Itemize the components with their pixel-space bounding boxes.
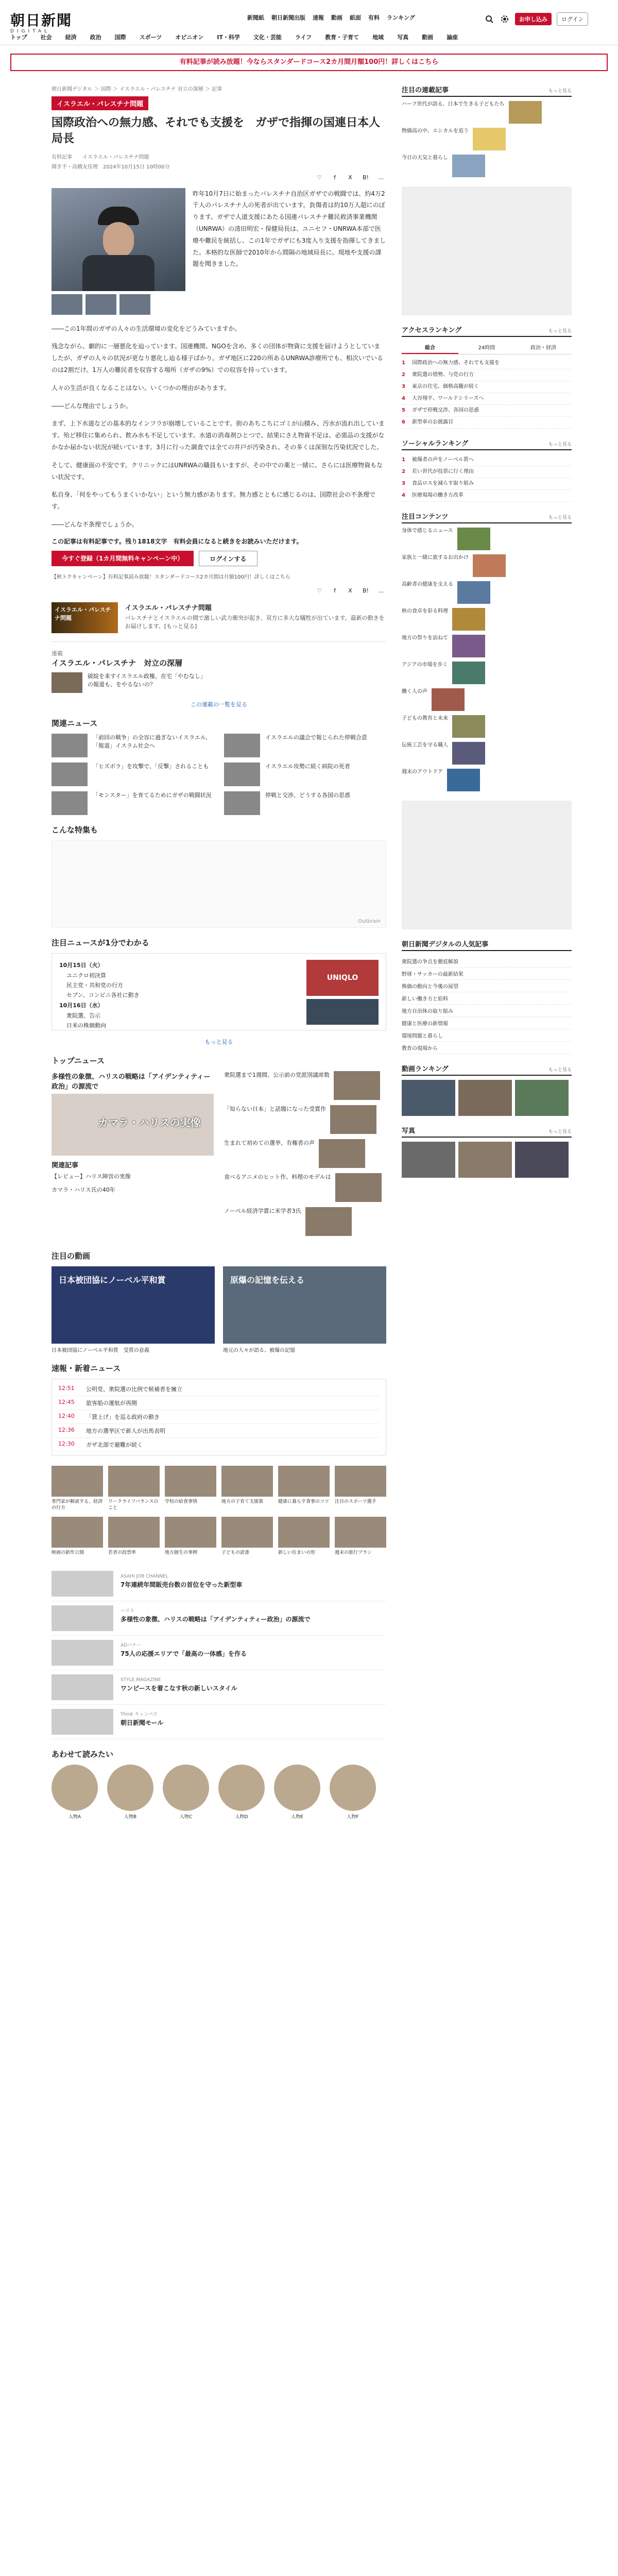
today-image[interactable] [306,999,379,1025]
topic-promo-image: イスラエル・パレスチナ問題 [52,602,118,633]
related-item[interactable]: イスラエルの議会で報じられた停戦合意 [224,734,386,757]
sidebar-featured: 注目の連載記事 もっと見る ハーフ世代が語る、日本で生きる子どもたち 物価高の中、エシカルを追う 今日の天気と暮らし [402,84,572,177]
top-nav-item[interactable]: 紙面 [350,14,361,21]
sidebar-video: 動画ランキング もっと見る [402,1063,572,1116]
video-title: 動画ランキング [402,1065,449,1073]
section-nav-item[interactable]: 経済 [65,34,77,41]
social-title: ソーシャルランキング [402,440,469,448]
flash-row[interactable]: 12:45 旅客船の運航が再開 [58,1396,380,1410]
section-nav [10,33,458,41]
like-icon[interactable]: ♡ [317,587,322,594]
topic-promo-title: イスラエル・パレスチナ問題 [125,604,212,612]
ranking-row[interactable]: 4 大谷翔平、ワールドシリーズへ [402,393,572,405]
social-row[interactable]: 1 被爆者の声をノーベル賞へ [402,454,572,466]
series-thumbnail [52,672,82,693]
photo-thumb[interactable] [402,1142,455,1178]
top-nav-item[interactable]: 動画 [331,14,342,21]
people-title: あわせて読みたい [52,1749,114,1759]
logo-sub: DIGITAL [10,29,50,34]
article-paragraph: 人々の生活が良くなることはない。いくつかの理由があります。 [52,384,231,392]
video-strip [402,1080,572,1116]
series-item[interactable] [52,672,386,693]
ranking-tab[interactable]: 総合 [402,341,458,354]
pick-item[interactable]: 高齢者の健康を支える [402,581,572,604]
section-nav-item[interactable]: 社会 [40,34,52,41]
pick-item[interactable]: 秋の食卓を彩る料理 [402,608,572,631]
login-button[interactable]: ログイン [557,12,588,26]
login-now-button[interactable]: ログインする [199,551,257,566]
related-title: 関連ニュース [52,718,98,728]
photo-thumb[interactable] [515,1142,569,1178]
related-grid [52,734,386,815]
site-header [0,0,618,45]
top-nav-item[interactable]: ランキング [387,14,415,21]
top-news-item[interactable]: 「知らない日本」と話題になった受賞作 [224,1105,386,1134]
today-date: 10月16日（水） [59,1002,104,1009]
like-icon[interactable]: ♡ [317,174,322,181]
sidebar-link[interactable]: 環境問題と暮らし [402,1029,572,1042]
related-item[interactable]: 停戦と交渉、どうする各国の思惑 [224,791,386,815]
promo-item[interactable]: ハリス 多様性の象徴、ハリスの戦略は「アイデンティティー政治」の源流で [52,1601,386,1636]
today-item[interactable]: セブン、コンビニ各社に動き [66,991,140,998]
sidebar-link[interactable]: 健康と医療の新情報 [402,1017,572,1029]
top-related-title: 関連記事 [52,1161,79,1170]
topic-promo[interactable] [52,602,386,633]
sidebar-featured-item[interactable]: 物価高の中、エシカルを追う [402,128,572,150]
campaign-link[interactable]: 【秋トクキャンペーン】有料記事読み放題！スタンダードコース2カ月間は月額100円！詳しくはこちら [52,574,290,580]
flash-row[interactable]: 12:51 公明党、衆院選の比例で候補者を擁立 [58,1382,380,1396]
today-item[interactable]: 日米の株価動向 [66,1022,106,1029]
section-nav-item[interactable]: 国際 [114,34,126,41]
header-actions [484,12,588,26]
social-row[interactable]: 3 食品ロスを減らす取り組み [402,478,572,490]
logo-main: 朝日新聞 [10,12,73,29]
sidebar-social: ソーシャルランキング もっと見る 1 被爆者の声をノーベル賞へ 2 若い世代が投票に行く理由 3 食品ロスを減らす取り組み 4 医療現場の働き方改革 [402,438,572,502]
photo-thumbnail[interactable] [85,294,116,315]
section-nav-item[interactable]: ライフ [295,34,312,41]
sidebar-links [402,939,572,1054]
social-row[interactable]: 4 医療現場の働き方改革 [402,490,572,502]
today-date: 10月15日（火） [59,961,104,969]
links-title: 朝日新聞デジタルの人気記事 [402,941,489,948]
hatena-icon[interactable]: B! [363,587,369,594]
top-related-item[interactable]: カマラ・ハリス氏の40年 [52,1186,115,1193]
photo-thumbnail[interactable] [52,294,82,315]
related-item[interactable]: 「前回の戦争」の全容に過ぎないイスラエル、「報道」イスラム社会へ [52,734,214,757]
top-nav-item[interactable]: 朝日新聞出版 [271,14,305,21]
flash-list [52,1379,386,1455]
pick-item[interactable]: 伝統工芸を守る職人 [402,742,572,765]
top-nav [247,13,415,22]
today-item[interactable]: ユニクロ初決算 [66,972,106,979]
promo-item[interactable]: ASAHI JOB CHANNEL 7年連続年間販売台数の首位を守った新型車 [52,1567,386,1601]
share-bar [52,174,386,181]
promo-item[interactable]: Think キャンパス 朝日新聞モール [52,1705,386,1739]
featured-title: 注目の動画 [52,1251,91,1261]
also-title: こんな特集も [52,825,98,835]
today-more-link[interactable]: もっと見る [204,1038,233,1045]
ranking-row[interactable]: 3 東京の住宅、価格高騰が続く [402,381,572,393]
ranking-row[interactable]: 6 新型車のお披露目 [402,417,572,429]
article-tags: 有料記事 イスラエル・パレスチナ問題 [52,154,149,160]
outbrain-ad[interactable] [52,840,386,928]
person-card[interactable]: 人物B [107,1765,153,1820]
sidebar-featured-title: 注目の連載記事 [402,87,449,94]
ranking-row[interactable]: 2 衆院選の情勢、与党の行方 [402,369,572,381]
grid-item[interactable]: 新しい住まいの形 [278,1517,330,1556]
outbrain-label: Outbrain [358,918,381,924]
article-lead-block [52,188,386,315]
grid-item[interactable]: 子どもの読書 [221,1517,273,1556]
today-box [52,953,386,1030]
top-nav-item[interactable]: 新聞紙 [247,14,264,21]
featured-card[interactable]: 原爆の記憶を伝える 地元の人々が語る、被爆の記憶 [223,1266,386,1353]
article-lead: 昨年10月7日に始まったパレスチナ自治区ガザでの戦闘では、約4万2千人のパレスチナ人の死者が出ています。負傷者は約10万人超にのぼります。ガザで人道支援にあたる国連パレスチナ難民救済事業機関（UNRWA）の清田明宏・保健局長は、ユニセフ・UNRWA本部で医療や難民を統括し、この1年でガザにも3度入り支援を指揮してきました。本格的な医師で2010年から間隔の地域局長に。現地や支援の課題を聞きました。 [193,190,386,268]
ranking-row[interactable]: 1 国際政治への無力感、それでも支援を [402,358,572,369]
sidebar-link[interactable]: 衆院選の争点を徹底解説 [402,955,572,968]
pick-item[interactable]: 家族と一緒に旅するお出かけ [402,554,572,577]
pick-item[interactable]: 週末のアウトドア [402,769,572,791]
social-row[interactable]: 2 若い世代が投票に行く理由 [402,466,572,478]
article-paragraph: そして、健康面の不安です。クリニックにはUNRWAの職員もいますが、その中での薬と一緒に、さらには医療物資もない状況です。 [52,461,383,481]
top-news-item[interactable]: 生まれて初めての選挙、有権者の声 [224,1139,386,1168]
person-card[interactable]: 人物E [274,1765,320,1820]
share-bar-bottom [52,587,386,594]
today-image[interactable]: UNIQLO [306,960,379,996]
video-thumb[interactable] [402,1080,455,1116]
article-photo[interactable] [52,188,185,291]
main-column [52,84,386,1820]
breadcrumb[interactable]: 朝日新聞デジタル ＞ 国際 ＞ イスラエル・パレスチナ 対立の深層 ＞ 記事 [52,87,222,92]
series-title[interactable]: イスラエル・パレスチナ 対立の深層 [52,658,183,668]
article-paragraph: 残念ながら、劇的に一層悪化を辿っています。国連機関、NGOを含め、多くの団体が物資に支援を届けようとしていましたが、ガザの人々の状況が更なり悪化し辿る様子ばかり。ガザ地区に220の所あるUNRWA診療所でも、相次いでいるのは2割だけ。1万人の難民者を収容する場所（ガザの9%）での収容を持っています。 [52,343,383,374]
pick-item[interactable]: 地方の祭りを訪ねて [402,635,572,657]
sidebar-ad[interactable] [402,801,572,929]
article-paragraph: ――どんな理由でしょうか。 [52,402,132,410]
person-card[interactable]: 人物C [163,1765,209,1820]
sidebar-link[interactable]: 地方自治体の取り組み [402,1005,572,1017]
ranking-tab[interactable]: 政治・経済 [530,345,556,351]
promo-list [52,1567,386,1739]
today-item[interactable]: 民主党・共和党の行方 [66,981,123,989]
sidebar-link[interactable]: 新しい働き方と給料 [402,992,572,1005]
more-icon[interactable]: … [378,174,384,181]
photo-thumbnails [52,294,185,315]
article-byline: 聞き手・高橋友佳理 2024年10月15日 10時00分 [52,164,170,170]
flash-row[interactable]: 12:30 ガザ北部で避難が続く [58,1438,380,1452]
topic-tag[interactable]: イスラエル・パレスチナ問題 [52,96,148,110]
site-logo[interactable] [10,9,72,33]
facebook-icon[interactable]: f [334,587,336,594]
sidebar [402,84,572,1187]
photo-thumb[interactable] [458,1142,512,1178]
top-feature-image[interactable]: カマラ・ハリスの実像 [52,1094,214,1156]
series-list-link[interactable]: この連載の一覧を見る [191,701,247,708]
ranking-tab[interactable]: 24時間 [478,345,495,351]
top-news-item[interactable]: 食べるアニメのヒット作、料理のモデルは [224,1173,386,1202]
series-label: 連載 [52,650,63,657]
person-card[interactable]: 人物A [52,1765,98,1820]
today-item[interactable]: 衆院選、告示 [66,1012,100,1019]
subscribe-button[interactable]: お申し込み [515,13,552,25]
section-nav-item[interactable]: 地域 [372,34,384,41]
sidebar-ad[interactable] [402,187,572,315]
sidebar-link[interactable]: 教育の現場から [402,1042,572,1054]
paywall-actions [52,551,386,566]
section-nav-item[interactable]: スポーツ [139,34,162,41]
section-nav-item[interactable]: トップ [10,34,27,41]
top-related-item[interactable]: 【レビュー】ハリス陣営の実像 [52,1173,131,1180]
featured-grid [52,1266,386,1353]
top-news [52,1071,386,1241]
promo-item[interactable]: ADバナー 75人の応援エリアで「最高の一体感」を作る [52,1636,386,1670]
sidebar-picks: 注目コンテンツ もっと見る 身体で感じるニュース 家族と一緒に旅するお出かけ 高齢者の健康を支える 秋の食卓を彩る料理 地方の祭りを訪ねて アジアの市場を歩く 働く人の声 子どもの教育と未来 伝統工芸を守る職人 週末のアウトドア [402,511,572,791]
more-icon[interactable]: … [378,587,384,594]
related-item[interactable]: イスラエル攻勢に続く病院の死者 [224,762,386,786]
section-nav-item[interactable]: 政治 [90,34,101,41]
grid-item[interactable]: 健康に暮らす食事のコツ [278,1466,330,1512]
section-nav-item[interactable]: オピニオン [175,34,204,41]
top-news-item[interactable]: ノーベル経済学賞に米学者3氏 [224,1207,386,1236]
flash-row[interactable]: 12:36 地方の選挙区で新人が出馬表明 [58,1424,380,1438]
sidebar-ranking: アクセスランキング もっと見る 総合 24時間 政治・経済 1 国際政治への無力感、それでも支援を 2 衆院選の情勢、与党の行方 3 東京の住宅、価格高騰が続く 4 大谷翔平、ワールドシリーズへ 5 ガザで停戦交渉、各国の思惑 6 新型車のお披露目 [402,325,572,429]
subscribe-now-button[interactable]: 今すぐ登録（1カ月間無料キャンペーン中） [52,551,194,566]
section-nav-item[interactable]: 文化・芸能 [253,34,282,41]
pick-item[interactable]: 身体で感じるニュース [402,528,572,550]
article-title: 国際政治への無力感、それでも支援を ガザで指揮の国連日本人局長 [52,116,381,145]
campaign-banner[interactable]: 有料記事が読み放題！今ならスタンダードコース2カ月間月額100円！詳しくはこちら [10,54,608,71]
video-thumb[interactable] [458,1080,512,1116]
grid-item[interactable]: 専門家が解説する、経済の行方 [52,1466,103,1512]
x-icon[interactable]: X [348,587,352,594]
article-subheading: ――この1年間のガザの人々の生活環境の変化をどうみていますか。 [52,325,241,332]
article-paragraph: ――どんな不条理でしょうか。 [52,520,139,528]
facebook-icon[interactable]: f [334,174,336,181]
top-nav-item[interactable]: 速報 [313,14,324,21]
top-news-item[interactable]: 衆院選まで1週間、公示前の党派別議席数 [224,1071,386,1100]
photo-title: 写真 [402,1127,416,1135]
person-card[interactable]: 人物F [330,1765,376,1820]
section-nav-item[interactable]: 写真 [397,34,409,41]
photo-thumbnail[interactable] [119,294,150,315]
people-row [52,1765,386,1820]
featured-card[interactable]: 日本被団協にノーベル平和賞 日本被団協にノーベル平和賞 受賞の意義 [52,1266,215,1353]
person-card[interactable]: 人物D [218,1765,265,1820]
sidebar-link[interactable]: 野球・サッカーの最新結果 [402,968,572,980]
sidebar-link[interactable]: 株価の動向と今後の展望 [402,980,572,992]
sidebar-featured-item[interactable]: ハーフ世代が語る、日本で生きる子どもたち [402,101,572,124]
top-feature-title[interactable]: 多様性の象徴、ハリスの戦略は「アイデンティティー政治」の源流で [52,1073,211,1091]
article-paragraph: まず、上下水道などの基本的なインフラが崩壊していることです。街のあちこちにゴミが山積み、汚水が流れ出しています。殆ど移住に集められ、飲み水も不足しています。水道の消毒剤ひとつで、結果にさえ物資不足は、必需品の支援がなかなか届かない状況が続いています。3月に行った調査では全ての井戸が汚染され、その多くは深刻な汚染状況でした。 [52,420,385,451]
section-nav-item[interactable]: 教育・子育て [325,34,359,41]
ranking-tabs [402,341,572,354]
x-icon[interactable]: X [348,174,352,181]
top-news-title: トップニュース [52,1056,105,1065]
video-thumb[interactable] [515,1080,569,1116]
grid-item[interactable]: 学校の給食事情 [165,1466,216,1512]
today-title: 注目ニュースが1分でわかる [52,938,149,947]
section-nav-item[interactable]: 論座 [447,34,458,41]
search-icon[interactable] [484,14,494,24]
pick-item[interactable]: 働く人の声 [402,688,572,711]
related-item[interactable]: 「モンスター」を育てるためにガザの戦闘状況 [52,791,214,815]
grid-item[interactable]: 若者の投票率 [108,1517,160,1556]
topic-promo-desc: パレスチナとイスラエルの間で激しい武力衝突が起き、双方に多大な犠牲が出ています。最新の動きをお届けします。[もっと見る] [125,614,385,630]
hatena-icon[interactable]: B! [363,174,369,181]
article-photo-group [52,188,185,315]
ranking-title: アクセスランキング [402,327,462,334]
section-nav-item[interactable]: 動画 [422,34,434,41]
photo-strip [402,1142,572,1178]
photo-grid [52,1466,386,1556]
flash-row[interactable]: 12:40 「賃上げ」を巡る政府の動き [58,1410,380,1424]
flash-title: 速報・新着ニュース [52,1363,121,1373]
sidebar-photos: 写真 もっと見る [402,1125,572,1178]
pick-item[interactable]: 子どもの教育と未来 [402,715,572,738]
grid-item[interactable]: 地方創生の事例 [165,1517,216,1556]
section-nav-item[interactable]: IT・科学 [217,34,240,41]
article-paragraph: 私自身、「何をやってもうまくいかない」という無力感があります。無力感とともに感じるのは、国際社会の不条理です。 [52,491,376,511]
top-nav-item[interactable]: 有料 [368,14,380,21]
paywall-notice: この記事は有料記事です。残り1818文字 有料会員になると続きをお読みいただけます。 [52,537,303,545]
grid-item[interactable]: 週末の旅行プラン [335,1517,386,1556]
grid-item[interactable]: 映画の新作公開 [52,1517,103,1556]
grid-item[interactable]: 注目のスポーツ選手 [335,1466,386,1512]
series-item-text: 破綻を来すイスラエル政権、在宅「やむなし」の報道も、をやるないの？ [88,672,206,688]
sidebar-featured-item[interactable]: 今日の天気と暮らし [402,155,572,177]
promo-item[interactable]: STYLE MAGAZINE ワンピースを着こなす秋の新しいスタイル [52,1670,386,1705]
pick-item[interactable]: アジアの市場を歩く [402,662,572,684]
ranking-row[interactable]: 5 ガザで停戦交渉、各国の思惑 [402,405,572,417]
settings-icon[interactable] [500,14,510,24]
grid-item[interactable]: ワークライフバランスのこと [108,1466,160,1512]
grid-item[interactable]: 地方の子育て支援策 [221,1466,273,1512]
related-item[interactable]: 「ヒズボラ」を攻撃で、「反撃」されることも [52,762,214,786]
picks-title: 注目コンテンツ [402,513,449,521]
